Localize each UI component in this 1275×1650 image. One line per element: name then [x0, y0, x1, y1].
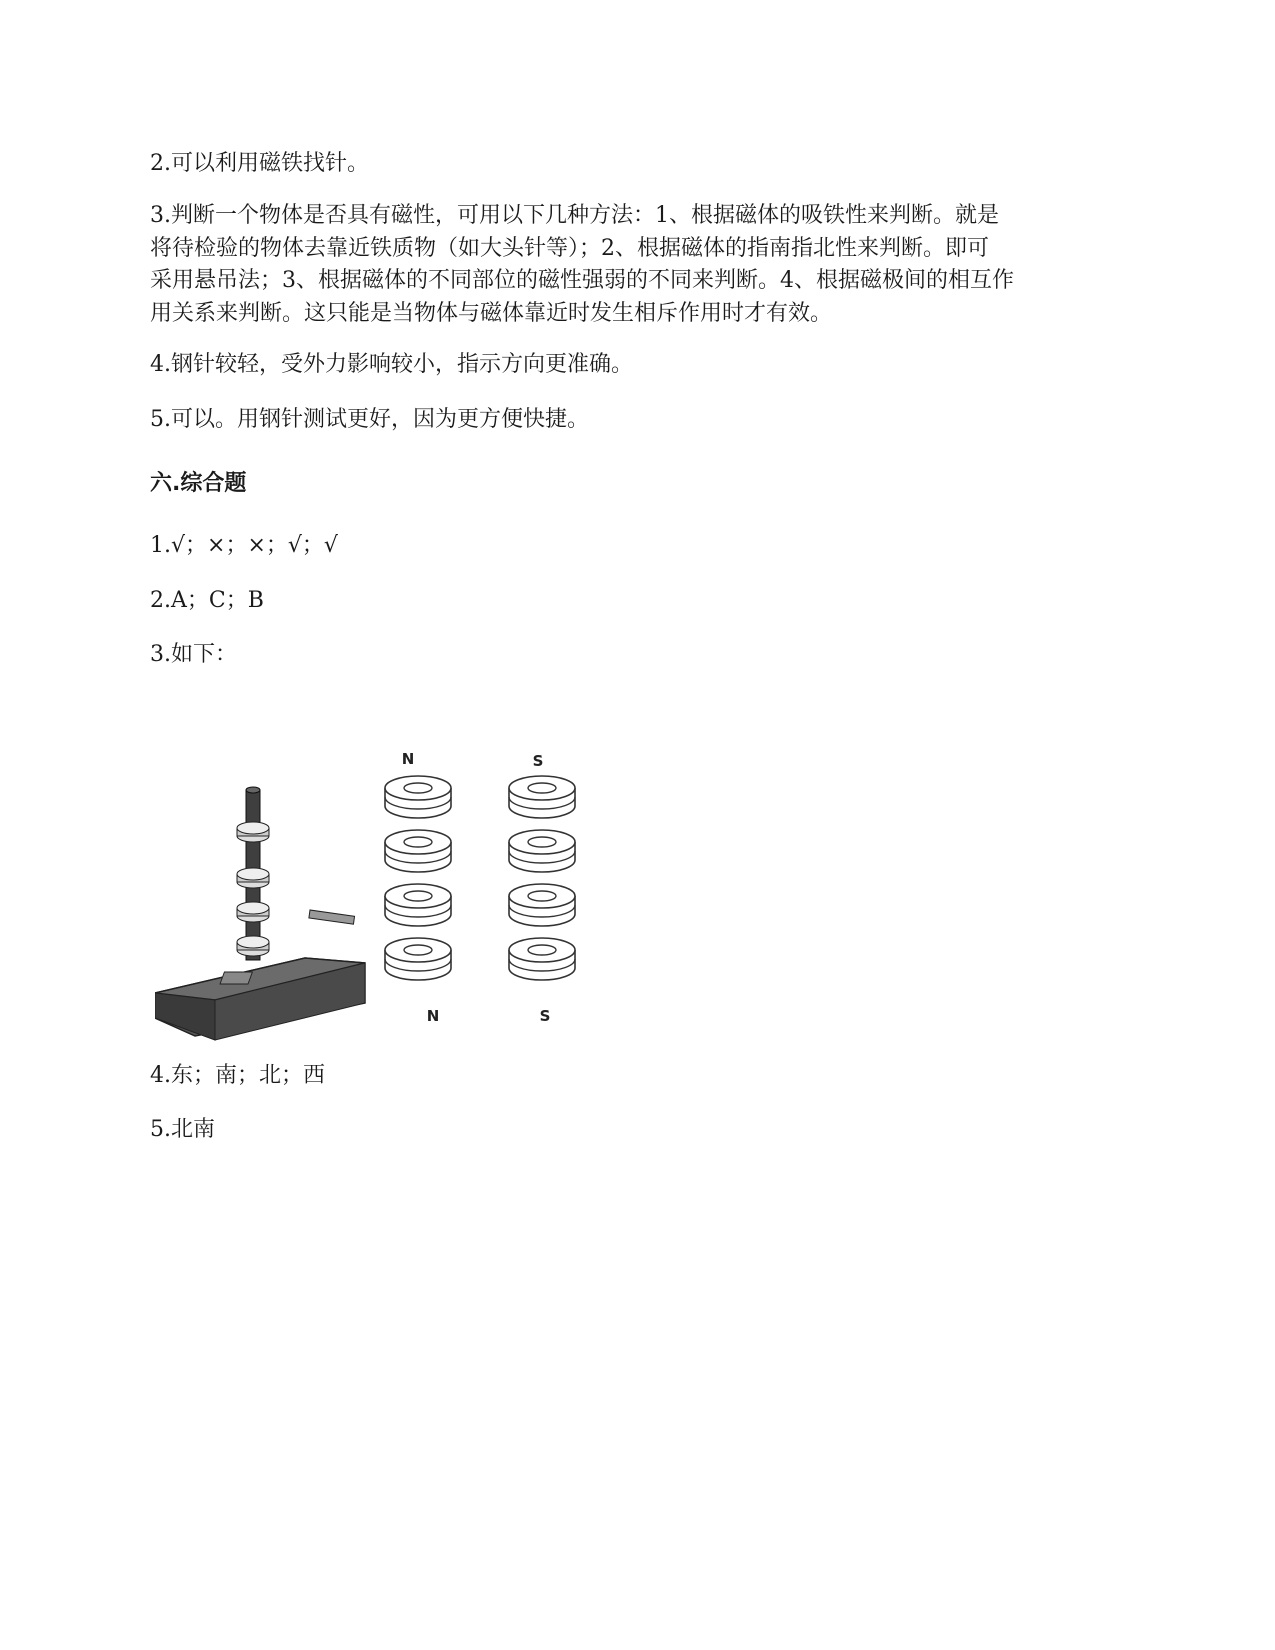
answer-6-5: 5.北南: [150, 1117, 215, 1142]
answer-6-3: 3.如下：: [150, 642, 237, 667]
pole-ring: [237, 902, 269, 922]
label-bottom-n: N: [426, 1007, 440, 1025]
ring-stack-s: [509, 776, 575, 980]
ring-stack-n: [385, 776, 451, 980]
answer-5-3-line: 将待检验的物体去靠近铁质物（如大头针等）；2、根据磁体的指南指北性来判断。即可: [150, 235, 989, 261]
ring-magnet: [509, 938, 575, 980]
section-6-heading: 六.综合题: [150, 471, 247, 496]
answer-6-2: 2.A；C；B: [150, 588, 264, 613]
answer-5-3-line: 用关系来判断。这只能是当物体与磁体靠近时发生相斥作用时才有效。: [150, 300, 833, 326]
label-top-n: N: [401, 750, 415, 768]
answer-5-4: 4.钢针较轻，受外力影响较小，指示方向更准确。: [150, 352, 633, 377]
answer-6-4: 4.东；南；北；西: [150, 1063, 325, 1088]
magnet-ring-figure: [155, 748, 615, 1048]
ring-magnet: [385, 884, 451, 926]
ring-magnet: [385, 776, 451, 818]
ring-magnet: [509, 776, 575, 818]
label-bottom-s: S: [539, 1007, 551, 1025]
answer-5-3-line: 采用悬吊法；3、根据磁体的不同部位的磁性强弱的不同来判断。4、根据磁极间的相互作: [150, 268, 1014, 293]
answer-5-3: [150, 200, 1130, 330]
ring-magnet: [509, 884, 575, 926]
pole-ring: [237, 822, 269, 842]
pole-ring: [237, 936, 269, 956]
answer-6-1: 1.√；×；×；√；√: [150, 533, 338, 558]
answer-5-3-line: 3.判断一个物体是否具有磁性，可用以下几种方法：1、根据磁体的吸铁性来判断。就是: [150, 203, 999, 228]
ring-magnet: [385, 830, 451, 872]
ring-magnet: [385, 938, 451, 980]
answer-5-5: 5.可以。用钢针测试更好，因为更方便快捷。: [150, 407, 589, 432]
label-top-s: S: [532, 752, 544, 770]
pole-ring: [237, 868, 269, 888]
answer-5-2: 2.可以利用磁铁找针。: [150, 151, 369, 176]
ring-magnet: [509, 830, 575, 872]
